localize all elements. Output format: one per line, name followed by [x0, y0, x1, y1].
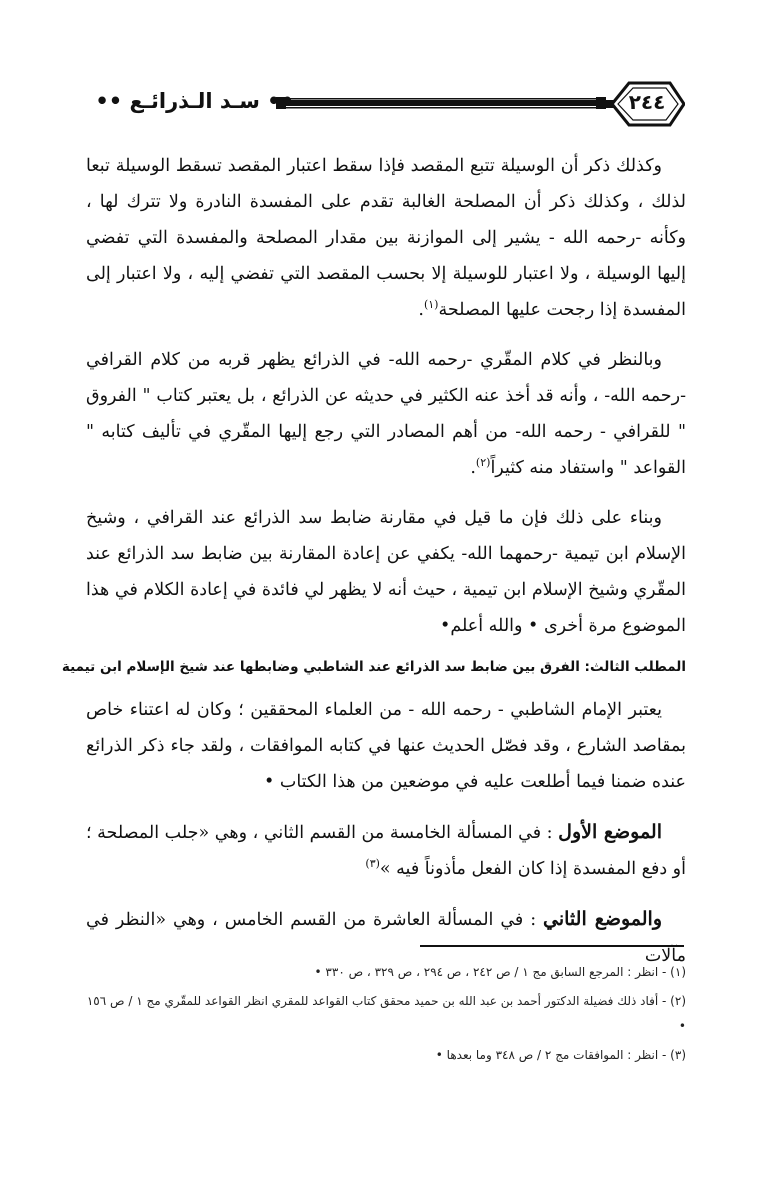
paragraph-text: : في المسألة العاشرة من القسم الخامس ، وهي «النظر في مآلات	[86, 910, 686, 966]
running-header	[80, 75, 685, 133]
footnote: (١) - انظر : المرجع السابق مج ١ / ص ٢٤٢ ، ص ٢٩٤ ، ص ٣٢٩ ، ص ٣٣٠ •	[314, 965, 686, 979]
paragraph: وبالنظر في كلام المقّري -رحمه الله- في الذرائع يظهر قربه من كلام القرافي -رحمه الله- ، وأنه قد أخذ عنه الكثير في حديثه عن الذرائع ، بل يعتبر كتاب " الفروق " للقرافي - رحمه الله- من أهم المصادر التي رجع إليها المقّري في تأليف كتابه " القواعد " واستفاد منه كثيراً$^{(٢)}$.	[86, 350, 686, 478]
footnotes	[86, 960, 686, 1072]
paragraph: وبناء على ذلك فإن ما قيل في مقارنة ضابط سد الذرائع عند القرافي ، وشيخ الإسلام ابن تيمية -رحمهما الله- يكفي عن إعادة المقارنة بين ضابط سد الذرائع عند المقّري وشيخ الإسلام ابن تيمية ، حيث أنه لا يظهر لي فائدة في إعادة الكلام في هذا الموضوع مرة أخرى • والله أعلم•	[86, 508, 686, 636]
footnote: (٢) - أفاد ذلك فضيلة الدكتور أحمد بن عبد الله بن حميد محقق كتاب القواعد للمقري انظر القواعد للمقّري مج ١ / ص ١٥٦ •	[86, 994, 686, 1033]
section-heading: المطلب الثالث: الفرق بين ضابط سد الذرائع عند الشاطبي وضابطها عند شيخ الإسلام ابن تيمية	[61, 659, 686, 675]
footnote-divider	[420, 945, 684, 947]
paragraph-lead: والموضع الثاني	[543, 908, 662, 930]
footnote: (٣) - انظر : الموافقات مج ٢ / ص ٣٤٨ وما بعدها •	[435, 1048, 686, 1062]
page-number: ٢٤٤	[628, 90, 666, 114]
paragraph-lead: الموضع الأول	[558, 821, 662, 843]
paragraph-text: وبالنظر في كلام المقّري -رحمه الله- في الذرائع يظهر قربه من كلام القرافي -رحمه الله- ، وأنه قد أخذ عنه الكثير في حديثه عن الذرائع ، بل يعتبر كتاب " الفروق " للقرافي - رحمه الله- من أهم المصادر التي رجع إليها المقّري في تأليف كتابه " القواعد " واستفاد منه كثيراً	[86, 350, 686, 478]
main-text	[61, 148, 686, 974]
paragraph-text: : في المسألة الخامسة من القسم الثاني ، وهي «جلب المصلحة ؛ أو دفع المفسدة إذا كان الفعل مأذوناً فيه »	[86, 823, 686, 879]
paragraph-text: وكذلك ذكر أن الوسيلة تتبع المقصد فإذا سقط اعتبار المقصد تسقط الوسيلة تبعا لذلك ، وكذلك ذكر أن المصلحة الغالبة تقدم على المفسدة النادرة ولا تترك لها ، وكأنه -رحمه الله - يشير إلى الموازنة بين مقدار المصلحة والمفسدة التي تفضي إليها الوسيلة ، ولا اعتبار للوسيلة إلا بحسب المقصد التي تفضي إليه ، ولا اعتبار إلى المفسدة إذا رجحت عليها المصلحة	[86, 156, 686, 320]
running-title: •• سـد الـذرائـع ••	[95, 89, 294, 113]
paragraph: وكذلك ذكر أن الوسيلة تتبع المقصد فإذا سقط اعتبار المقصد تسقط الوسيلة تبعا لذلك ، وكذلك ذكر أن المصلحة الغالبة تقدم على المفسدة النادرة ولا تترك لها ، وكأنه -رحمه الله - يشير إلى الموازنة بين مقدار المصلحة والمفسدة التي تفضي إليها الوسيلة ، ولا اعتبار للوسيلة إلا بحسب المقصد التي تفضي إليه ، ولا اعتبار إلى المفسدة إذا رجحت عليها المصلحة$^{(١)}$.	[86, 156, 686, 320]
footnote-ref[interactable]: (١)	[423, 298, 439, 312]
paragraph	[86, 814, 686, 887]
footnote-ref[interactable]: (٣)	[365, 857, 380, 871]
footnote-ref[interactable]: (٢)	[475, 456, 491, 470]
paragraph: يعتبر الإمام الشاطبي - رحمه الله - من العلماء المحققين ؛ وكان له اعتناء خاص بمقاصد الشارع ، وقد فصّل الحديث عنها في كتابه الموافقات ، ولقد جاء ذكر الذرائع عنده ضمنا فيما أطلعت عليه في موضعين من هذا الكتاب •	[86, 700, 686, 792]
